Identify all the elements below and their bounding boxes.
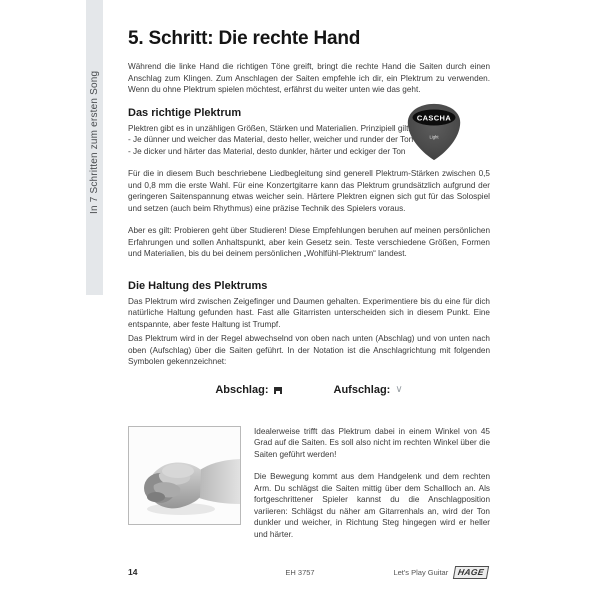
plektrum-rule-thick: - Je dicker und härter das Material, desto dunkler, härter und eckiger der Ton bbox=[128, 146, 406, 156]
plektrum-paragraph-advice: Aber es gilt: Probieren geht über Studieren! Diese Empfehlungen beruhen auf meinen persönlichen Erfahrungen und sollen Anhaltspunkt, aber kein Gesetz sein. Teste verschiedene Größen, Formen und Materialien, bis du bei deinem persönlichen „Wohlfühl-Plektrum“ landest. bbox=[128, 226, 490, 258]
page-number: 14 bbox=[128, 567, 138, 577]
page-title: 5. Schritt: Die rechte Hand bbox=[128, 28, 361, 49]
haltung-paragraph-grip: Das Plektrum wird zwischen Zeigefinger und Daumen gehalten. Experimentiere bis du eine für dich natürliche Haltung gefunden hast. Fast alle Gitarristen unterscheiden sich in diesem Punkt. Eine entspannte, aber feste Haltung ist Trumpf. bbox=[128, 296, 490, 329]
section-heading-haltung: Die Haltung des Plektrums bbox=[128, 279, 268, 292]
pick-variant-label: Light bbox=[429, 134, 439, 140]
technique-paragraph-motion: Die Bewegung kommt aus dem Handgelenk und dem rechten Arm. Du schlägst die Saiten mittig über dem Schallloch an. Als fortgeschrittener Spieler kannst du die Anschlagposition variieren: Schlägst du näher am Gitarrenhals an, wird der Ton dunkler und weicher, in Richtung Steg hingegen wird er heller und härter. bbox=[254, 472, 490, 539]
hand-holding-pick-image bbox=[129, 427, 240, 524]
plektrum-rule-intro: Plektren gibt es in unzähligen Größen, Stärken und Materialien. Prinzipiell gilt: bbox=[128, 123, 411, 133]
technique-text-column bbox=[254, 426, 490, 552]
downstroke-label: Abschlag: bbox=[215, 383, 269, 396]
hage-publisher-logo: HAGE bbox=[453, 566, 489, 579]
pick-brand-label: CASCHA bbox=[416, 112, 452, 122]
technique-paragraph-angle: Idealerweise trifft das Plektrum dabei in einem Winkel von 45 Grad auf die Saiten. Es soll also nicht im rechten Winkel über die Saiten geführt werden! bbox=[254, 426, 490, 459]
main-content bbox=[128, 28, 490, 551]
stroke-symbols-row bbox=[128, 384, 490, 396]
intro-paragraph: Während die linke Hand die richtigen Töne greift, bringt die rechte Hand die Saiten durch einen Anschlag zum Klingen. Zum Anschlagen der Saiten empfehle ich dir, ein Plektrum zu verwenden. Wenn du ohne Plektrum spielen möchtest, erfährst du weiter unten wie das geht. bbox=[128, 62, 490, 94]
cascha-pick-logo bbox=[404, 103, 464, 161]
sidebar-chapter-label: In 7 Schritten zum ersten Song bbox=[89, 70, 100, 214]
haltung-paragraph-strokes: Das Plektrum wird in der Regel abwechselnd von oben nach unten (Abschlag) und von unten nach oben (Aufschlag) über die Saiten geführt. In der Notation ist die Anschlagrichtung mit folgenden Symbolen gekennzeichnet: bbox=[128, 334, 490, 366]
edition-number: EH 3757 bbox=[285, 568, 315, 577]
hand-photo bbox=[128, 426, 241, 525]
plektrum-paragraph-strength: Für die in diesem Buch beschriebene Liedbegleitung sind generell Plektrum-Stärken zwischen 0,5 und 0,8 mm die erste Wahl. Für eine Konzertgitarre kann das Plektrum grundsätzlich aufgrund der geringeren Saitenspannung etwas weicher sein. Härtere Plektren eignen sich gut für das Solospiel und setzen (auch beim Rhythmus) eine präzise Technik des Spielers voraus. bbox=[128, 169, 490, 213]
upstroke-label: Aufschlag: bbox=[333, 383, 391, 396]
book-title: Let's Play Guitar bbox=[393, 568, 449, 577]
technique-section bbox=[128, 426, 490, 552]
section-heading-plektrum: Das richtige Plektrum bbox=[128, 106, 242, 119]
upstroke-icon: ∨ bbox=[395, 383, 403, 395]
footer-right-group bbox=[393, 566, 488, 579]
downstroke-item bbox=[215, 384, 281, 396]
upstroke-item bbox=[334, 384, 403, 396]
plektrum-rule-thin: - Je dünner und weicher das Material, desto heller, weicher und runder der Ton bbox=[128, 135, 414, 144]
downstroke-icon bbox=[274, 387, 282, 394]
guitar-pick-icon bbox=[404, 103, 464, 161]
